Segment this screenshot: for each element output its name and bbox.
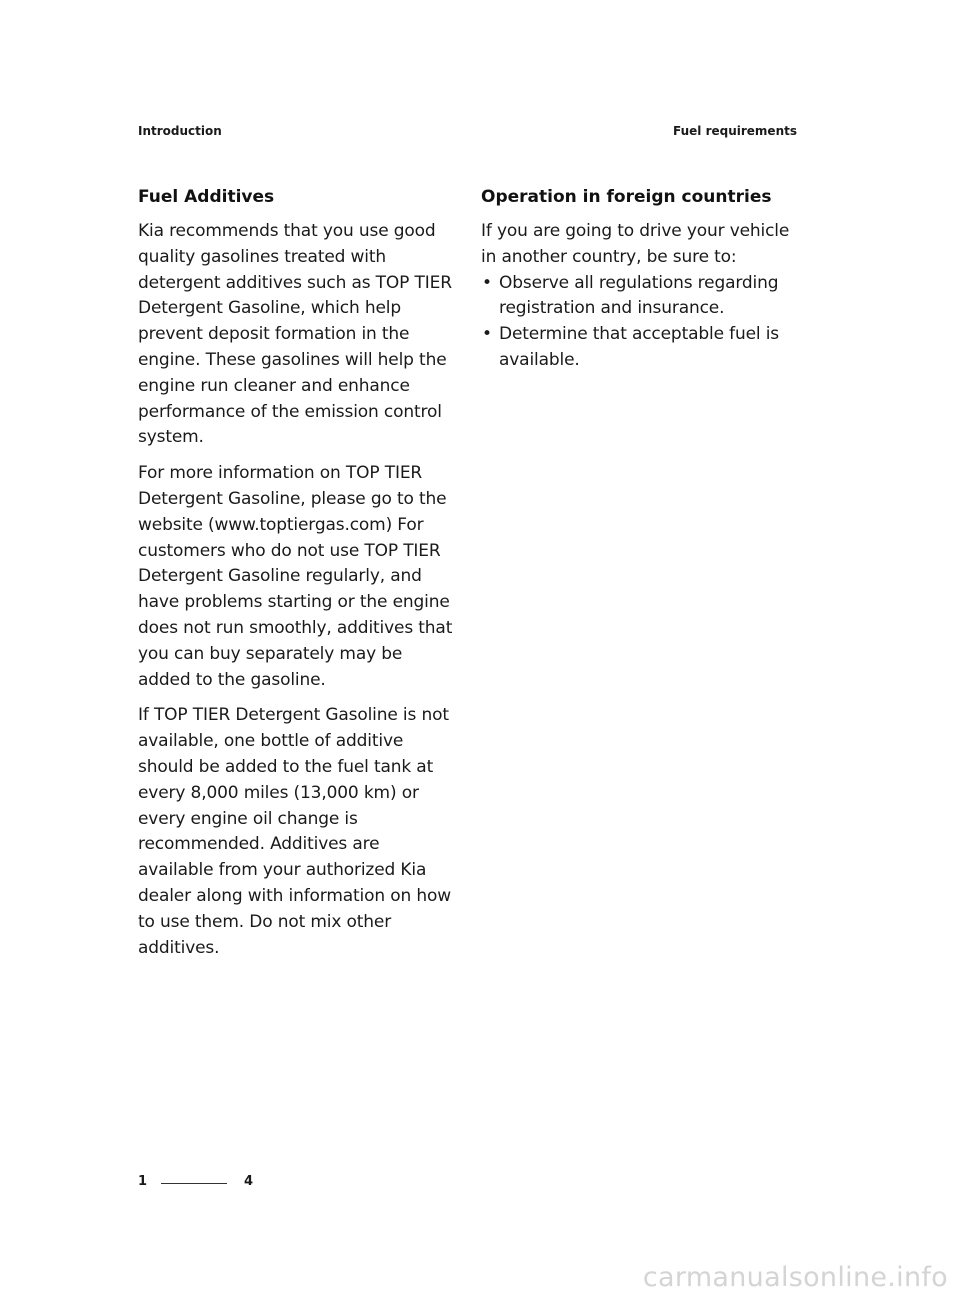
paragraph: For more information on TOP TIER Detergent Gasoline, please go to the website (www.toptiergas.com) For customers who do not use TOP TIER Detergent Gasoline regularly, and have problems starting or the engine does not run smoothly, additives that you can buy separately may be added to the gasoline. xyxy=(138,463,453,690)
watermark: carmanualsonline.info xyxy=(642,1262,948,1293)
paragraph: If TOP TIER Detergent Gasoline is not available, one bottle of additive should be added to the fuel tank at every 8,000 miles (13,000 km) or every engine oil change is recommended. Additives are available from your authorized Kia dealer along with information on how to use them. Do not mix other additives. xyxy=(138,705,452,958)
running-head-topic: Fuel requirements xyxy=(673,124,797,138)
list-item xyxy=(481,271,801,323)
footer-section-number: 1 xyxy=(138,1174,148,1189)
list-item-text: Determine that acceptable fuel is available. xyxy=(499,324,780,370)
paragraph: Kia recommends that you use good quality gasolines treated with detergent additives such as TOP TIER Detergent Gasoline, which help prevent deposit formation in the engine. These gasolines will help the engine run cleaner and enhance performance of the emission control system. xyxy=(138,221,452,448)
left-column xyxy=(138,186,456,971)
list-item xyxy=(481,322,801,374)
running-head-section: Introduction xyxy=(138,124,222,138)
foreign-countries-heading: Operation in foreign countries xyxy=(481,187,772,207)
fuel-additives-heading: Fuel Additives xyxy=(138,187,275,207)
footer-page-number: 4 xyxy=(244,1174,254,1189)
bullet-icon: • xyxy=(482,324,492,345)
list-item-text: Observe all regulations regarding registration and insurance. xyxy=(499,272,779,319)
intro-paragraph: If you are going to drive your vehicle in another country, be sure to: xyxy=(481,221,790,267)
footer-divider xyxy=(161,1183,227,1184)
bullet-icon: • xyxy=(482,272,492,293)
right-column xyxy=(481,186,801,374)
requirements-list xyxy=(481,271,801,374)
